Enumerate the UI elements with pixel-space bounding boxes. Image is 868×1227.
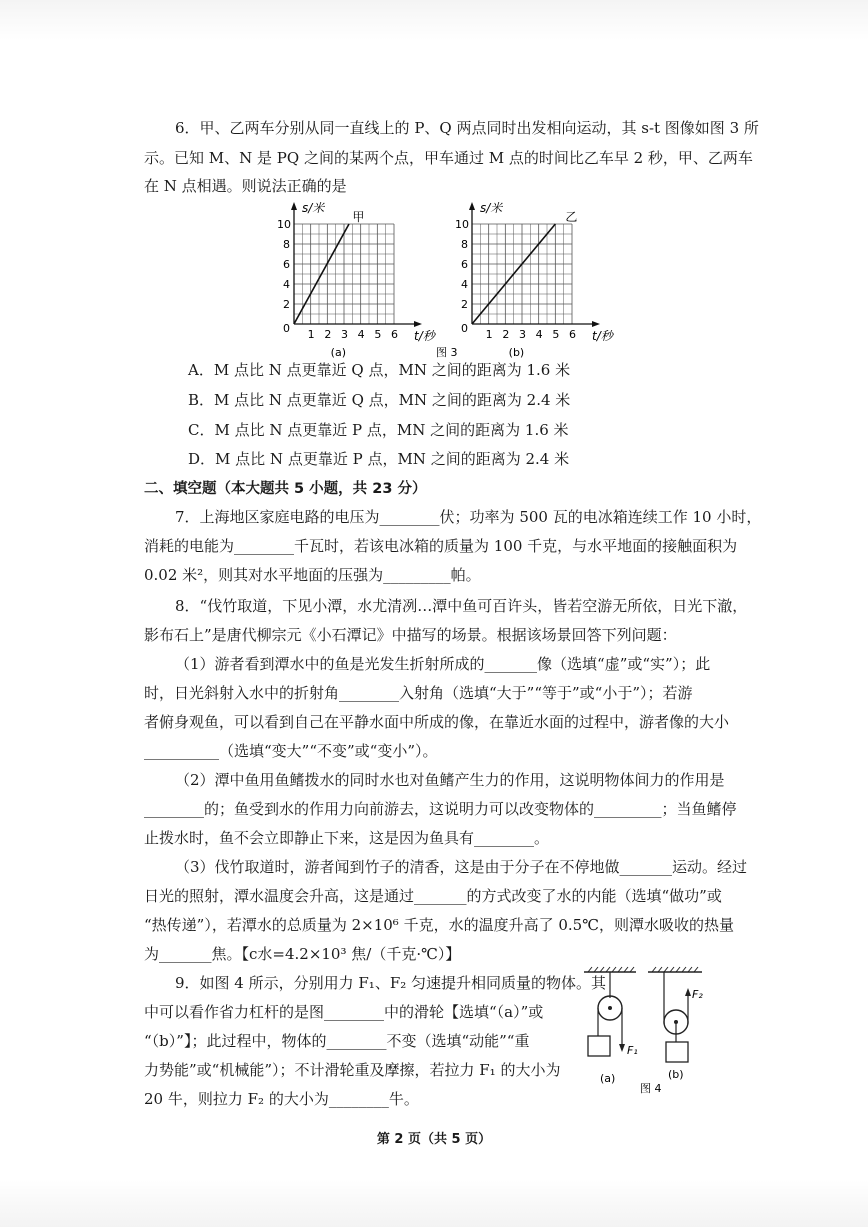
- y-axis-label: s/米: [480, 201, 503, 215]
- q8-part3-line-2: 日光的照射，潭水温度会升高，这是通过_______的方式改变了水的内能（选填“做功”或: [144, 887, 722, 905]
- q8-part1-line-3: 者俯身观鱼，可以看到自己在平静水面中所成的像，在靠近水面的过程中，游者像的大小: [144, 713, 730, 731]
- q6-option-d: D．M 点比 N 点更靠近 P 点，MN 之间的距离为 2.4 米: [188, 450, 570, 468]
- q8-part1-line-1: （1）游者看到潭水中的鱼是光发生折射所成的_______像（选填“虚”或“实”）；此: [175, 655, 711, 673]
- figure-3-label: 图 3: [436, 346, 458, 359]
- x-tick-label: 6: [391, 328, 398, 341]
- fixed-pulley-a: [588, 972, 625, 1056]
- q9-line-5: 20 牛，则拉力 F₂ 的大小为________牛。: [144, 1090, 419, 1108]
- chart-title: 甲: [352, 210, 365, 224]
- ceiling-a: [584, 967, 636, 972]
- ceiling-b: [648, 967, 702, 972]
- figure-3: [270, 196, 620, 368]
- x-axis-arrow: [592, 321, 600, 327]
- q8-part3-line-4: 为_______焦。【c水=4.2×10³ 焦/（千克·℃）】: [144, 945, 461, 963]
- chart-caption: (a): [330, 346, 346, 359]
- q8-line-1: 8．“伐竹取道，下见小潭，水尤清冽…潭中鱼可百许头，皆若空游无所依，日光下澈，: [175, 597, 748, 615]
- x-tick-label: 5: [374, 328, 382, 341]
- x-tick-label: 1: [485, 328, 493, 341]
- q7-line-2: 消耗的电能为________千瓦时，若该电冰箱的质量为 100 千克，与水平地面的接触面积为: [144, 537, 738, 555]
- x-tick-label: 3: [341, 328, 348, 341]
- chart-caption: (b): [508, 346, 525, 359]
- x-axis-label: t/秒: [592, 329, 613, 343]
- q6-option-c: C．M 点比 N 点更靠近 P 点，MN 之间的距离为 1.6 米: [188, 421, 569, 439]
- y-tick-label: 4: [461, 278, 468, 291]
- page-footer: 第 2 页（共 5 页）: [376, 1132, 492, 1147]
- x-axis-arrow: [414, 321, 422, 327]
- x-tick-label: 3: [519, 328, 526, 341]
- x-tick-label: 4: [357, 328, 365, 341]
- chart-b: [455, 201, 615, 359]
- y-axis-label: s/米: [302, 201, 325, 215]
- q8-part1-line-2: 时，日光斜射入水中的折射角________入射角（选填“大于”“等于”或“小于”）；若游: [144, 684, 693, 702]
- q8-part1-line-4: __________（选填“变大”“不变”或“变小”）。: [144, 742, 438, 760]
- y-tick-label: 2: [283, 298, 290, 311]
- y-axis-arrow: [291, 202, 297, 210]
- q8-part2-line-3: 止拨水时，鱼不会立即静止下来，这是因为鱼具有________。: [144, 829, 550, 847]
- y-tick-label: 2: [461, 298, 468, 311]
- x-tick-label: 2: [324, 328, 332, 341]
- q6-option-a: A．M 点比 N 点更靠近 Q 点，MN 之间的距离为 1.6 米: [188, 361, 571, 379]
- q8-line-2: 影布石上”是唐代柳宗元《小石潭记》中描写的场景。根据该场景回答下列问题：: [144, 626, 677, 644]
- y-tick-label: 10: [455, 218, 469, 231]
- x-tick-label: 4: [535, 328, 543, 341]
- q6-line-3: 在 N 点相遇。则说法正确的是: [144, 177, 347, 195]
- origin-label: 0: [461, 322, 468, 335]
- fig4-caption-b: (b): [668, 1068, 684, 1081]
- chart-title: 乙: [565, 210, 578, 224]
- q9-line-4: 力势能”或“机械能”）；不计滑轮重及摩擦，若拉力 F₁ 的大小为: [144, 1061, 561, 1079]
- x-tick-label: 6: [569, 328, 576, 341]
- origin-label: 0: [283, 322, 290, 335]
- q6-line-2: 示。已知 M、N 是 PQ 之间的某两个点，甲车通过 M 点的时间比乙车早 2 秒，甲、乙两车: [144, 149, 753, 167]
- movable-pulley-b: [664, 972, 691, 1062]
- x-tick-label: 5: [552, 328, 560, 341]
- section-2-title: 二、填空题（本大题共 5 小题，共 23 分）: [144, 481, 427, 497]
- chart-a: [277, 201, 437, 359]
- y-axis-arrow: [469, 202, 475, 210]
- q8-part3-line-1: （3）伐竹取道时，游者闻到竹子的清香，这是由于分子在不停地做_______运动。经过: [175, 858, 748, 876]
- y-tick-label: 8: [461, 238, 468, 251]
- x-axis-label: t/秒: [414, 329, 435, 343]
- y-tick-label: 6: [461, 258, 468, 271]
- x-tick-label: 1: [307, 328, 315, 341]
- q6-line-1: 6．甲、乙两车分别从同一直线上的 P、Q 两点同时出发相向运动，其 s-t 图像如图 3 所: [175, 119, 759, 137]
- q9-line-1: 9．如图 4 所示，分别用力 F₁、F₂ 匀速提升相同质量的物体。其: [175, 974, 607, 992]
- fig4-caption-a: (a): [600, 1072, 616, 1085]
- q8-part3-line-3: “热传递”），若潭水的总质量为 2×10⁶ 千克，水的温度升高了 0.5℃，则潭水吸收的热量: [144, 916, 734, 934]
- q8-part2-line-2: ________的；鱼受到水的作用力向前游去，这说明力可以改变物体的_________；当鱼鳍停: [144, 800, 737, 818]
- y-tick-label: 6: [283, 258, 290, 271]
- q9-line-2: 中可以看作省力杠杆的是图________中的滑轮【选填“（a）”或: [144, 1003, 544, 1021]
- y-tick-label: 4: [283, 278, 290, 291]
- q7-line-1: 7．上海地区家庭电路的电压为________伏；功率为 500 瓦的电冰箱连续工作 10 小时，: [175, 508, 762, 526]
- q8-part2-line-1: （2）潭中鱼用鱼鳍拨水的同时水也对鱼鳍产生力的作用，这说明物体间力的作用是: [175, 771, 725, 789]
- y-tick-label: 10: [277, 218, 291, 231]
- q7-line-3: 0.02 米²，则其对水平地面的压强为_________帕。: [144, 566, 481, 584]
- q6-option-b: B．M 点比 N 点更靠近 Q 点，MN 之间的距离为 2.4 米: [188, 391, 571, 409]
- f1-label: F₁: [627, 1044, 638, 1057]
- figure-4: [580, 964, 730, 1104]
- q9-line-3: “（b）”】；此过程中，物体的________不变（选填“动能”“重: [144, 1032, 530, 1050]
- y-tick-label: 8: [283, 238, 290, 251]
- x-tick-label: 2: [502, 328, 510, 341]
- f2-label: F₂: [692, 988, 703, 1001]
- fig4-title: 图 4: [640, 1082, 662, 1095]
